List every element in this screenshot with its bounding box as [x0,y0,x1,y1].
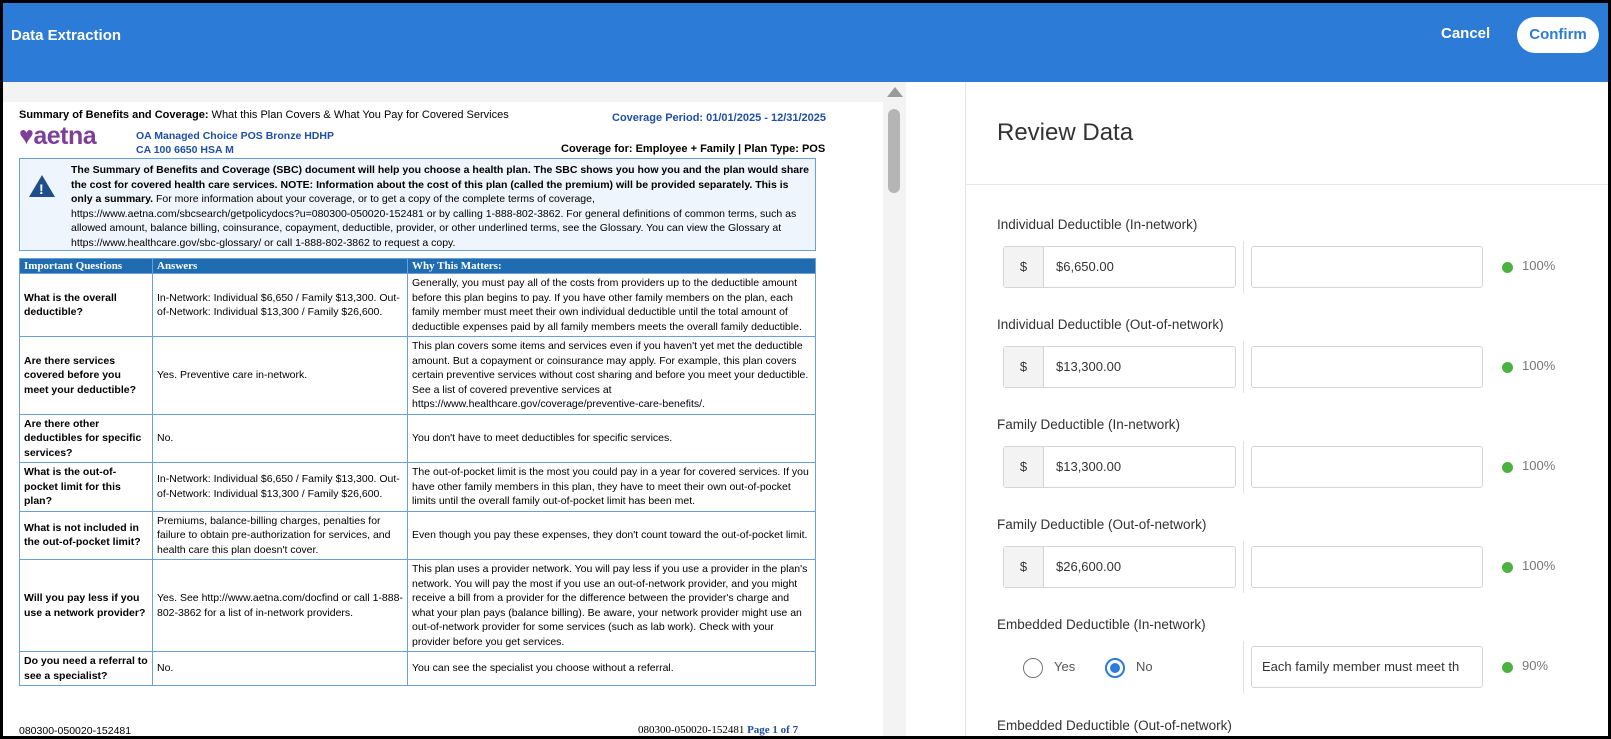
table-row [20,652,816,686]
app-title: Data Extraction [11,27,122,44]
confidence-value: 100% [1522,458,1556,473]
header-important-questions: Important Questions [20,259,153,274]
field-label-individual-deductible-out: Individual Deductible (Out-of-network) [997,317,1224,332]
field-label-family-deductible-out: Family Deductible (Out-of-network) [997,517,1207,532]
table-header-row [20,259,816,274]
confidence-value: 100% [1522,558,1556,573]
currency-symbol: $ [1004,247,1044,287]
currency-value[interactable]: $13,300.00 [1056,459,1122,474]
question-cell: What is not included in the out-of-pocket limit? [20,511,153,560]
confidence-value: 90% [1522,658,1549,673]
why-cell: Generally, you must pay all of the costs from providers up to the deductible amount before this plan begins to pay. If you have other family members on the plan, each family member must meet their own individual deductible until the total amount of deductible expenses paid by all family members meets the overall family deductible. [408,274,816,337]
confidence-dot-icon [1502,362,1513,373]
question-cell: What is the out-of-pocket limit for this plan? [20,463,153,512]
radio-no[interactable] [1105,658,1125,678]
answer-cell: No. [153,652,408,686]
radio-no-label[interactable]: No [1136,659,1153,674]
field-divider [1243,241,1244,293]
note-input[interactable]: Each family member must meet th [1251,646,1483,688]
confidence-dot-icon [1502,562,1513,573]
field-row-individual-deductible-in [1003,246,1583,288]
coverage-for: Coverage for: Employee + Family | Plan Type: POS [561,143,826,155]
document-id-left: 080300-050020-152481 [19,725,132,737]
why-cell: Even though you pay these expenses, they don't count toward the out-of-pocket limit. [408,511,816,560]
top-bar [3,3,1611,82]
table-row [20,414,816,463]
answer-cell: No. [153,414,408,463]
currency-input[interactable] [1003,346,1236,388]
confidence-value: 100% [1522,258,1556,273]
document-id-right [638,724,798,736]
currency-value[interactable]: $26,600.00 [1056,559,1122,574]
answer-cell: In-Network: Individual $6,650 / Family $13,300. Out-of-Network: Individual $13,300 / Family $26,600. [153,463,408,512]
document-id-right-id: 080300-050020-152481 [638,724,748,736]
answer-cell: Yes. Preventive care in-network. [153,337,408,415]
intro-bold: The Summary of Benefits and Coverage (SBC) document will help you choose a health plan. The SBC shows you how you and the plan would share the cost for covered health care services. NOTE: Information about the cost of this plan (called the premium) will be provided separately. This is only a summary. [71,164,810,205]
sbc-title-bold: Summary of Benefits and Coverage: [19,109,209,121]
table-row [20,463,816,512]
table-row [20,511,816,560]
intro-text [71,163,811,250]
plan-name [136,129,334,157]
sbc-title [19,109,509,121]
aetna-logo: ♥aetna [19,122,97,150]
table-row [20,337,816,415]
currency-symbol: $ [1004,547,1044,587]
question-cell: Are there services covered before you meet your deductible? [20,337,153,415]
scroll-up-arrow-icon[interactable] [887,87,903,97]
coverage-period: Coverage Period: 01/01/2025 - 12/31/2025 [612,112,827,124]
currency-value[interactable]: $6,650.00 [1056,259,1114,274]
currency-input[interactable] [1003,446,1236,488]
answer-cell: In-Network: Individual $6,650 / Family $13,300. Out-of-Network: Individual $13,300 / Family $26,600. [153,274,408,337]
field-row-individual-deductible-out [1003,346,1583,388]
confidence-value: 100% [1522,358,1556,373]
review-panel [965,82,1611,739]
confidence-dot-icon [1502,262,1513,273]
field-row-family-deductible-in [1003,446,1583,488]
field-label-individual-deductible-in: Individual Deductible (In-network) [997,217,1198,232]
why-cell: You don't have to meet deductibles for specific services. [408,414,816,463]
why-cell: The out-of-pocket limit is the most you could pay in a year for covered services. If you have other family members in this plan, they have to meet their own out-of-pocket limits until the overall family out-of-pocket limit has been met. [408,463,816,512]
plan-name-line2: CA 100 6650 HSA M [136,144,234,156]
note-input[interactable] [1251,446,1483,488]
currency-input[interactable] [1003,246,1236,288]
review-title: Review Data [997,119,1134,146]
answer-cell: Premiums, balance-billing charges, penalties for failure to obtain pre-authorization for services, and health care this plan doesn't cover. [153,511,408,560]
currency-symbol: $ [1004,447,1044,487]
scrollbar-thumb[interactable] [888,109,900,193]
review-header-divider [965,184,1611,185]
field-divider [1243,441,1244,493]
plan-name-line1: OA Managed Choice POS Bronze HDHP [136,130,334,142]
field-divider [1243,541,1244,593]
table-row [20,274,816,337]
note-input[interactable] [1251,346,1483,388]
field-divider [1243,641,1244,693]
header-answers: Answers [153,259,408,274]
question-cell: Will you pay less if you use a network provider? [20,560,153,652]
radio-yes-label[interactable]: Yes [1054,659,1076,674]
field-label-embedded-deductible-out: Embedded Deductible (Out-of-network) [997,718,1232,733]
confirm-button[interactable]: Confirm [1517,17,1599,53]
table-row [20,560,816,652]
sbc-table [19,258,816,686]
confidence-dot-icon [1502,662,1513,673]
question-cell: Are there other deductibles for specific services? [20,414,153,463]
page-number: Page 1 of 7 [747,724,799,736]
currency-input[interactable] [1003,546,1236,588]
field-row-family-deductible-out [1003,546,1583,588]
currency-symbol: $ [1004,347,1044,387]
warning-icon: ! [29,175,55,197]
header-why-this-matters: Why This Matters: [408,259,816,274]
sbc-title-rest: What this Plan Covers & What You Pay for Covered Services [208,109,509,121]
answer-cell: Yes. See http://www.aetna.com/docfind or call 1-888-802-3862 for a list of in-network providers. [153,560,408,652]
confidence-dot-icon [1502,462,1513,473]
note-input[interactable] [1251,546,1483,588]
intro-rest: For more information about your coverage, or to get a copy of the complete terms of coverage, https://www.aetna.com/sbcsearch/getpolicydocs?u=080300-050020-152481 or by calling 1-888-802-3862. For general definitions of common terms, such as allowed amount, balance billing, coinsurance, copayment, deductible, provider, or other underlined terms, see the Glossary. You can view the Glossary at https://www.healthcare.gov/sbc-glossary/ or call 1-888-802-3862 to request a copy. [71,193,797,249]
question-cell: Do you need a referral to see a specialist? [20,652,153,686]
field-row-embedded-deductible-in [1003,646,1583,688]
cancel-button[interactable]: Cancel [1441,25,1491,42]
currency-value[interactable]: $13,300.00 [1056,359,1122,374]
why-cell: This plan uses a provider network. You will pay less if you use a provider in the plan's network. You will pay the most if you use an out-of-network provider, and you might receive a bill from a provider for the difference between the provider's charge and what your plan pays (balance billing). Be aware, your network provider might use an out-of-network provider for some services (such as lab work). Check with your provider before you get services. [408,560,816,652]
question-cell: What is the overall deductible? [20,274,153,337]
why-cell: You can see the specialist you choose without a referral. [408,652,816,686]
field-label-family-deductible-in: Family Deductible (In-network) [997,417,1181,432]
note-input[interactable] [1251,246,1483,288]
field-label-embedded-deductible-in: Embedded Deductible (In-network) [997,617,1206,632]
radio-yes[interactable] [1023,658,1043,678]
field-divider [1243,341,1244,393]
why-cell: This plan covers some items and services even if you haven't yet met the deductible amount. But a copayment or coinsurance may apply. For example, this plan covers certain preventive services without cost sharing and before you meet your deductible. See a list of covered preventive services at https://www.healthcare.gov/coverage/preventive-care-benefits/. [408,337,816,415]
